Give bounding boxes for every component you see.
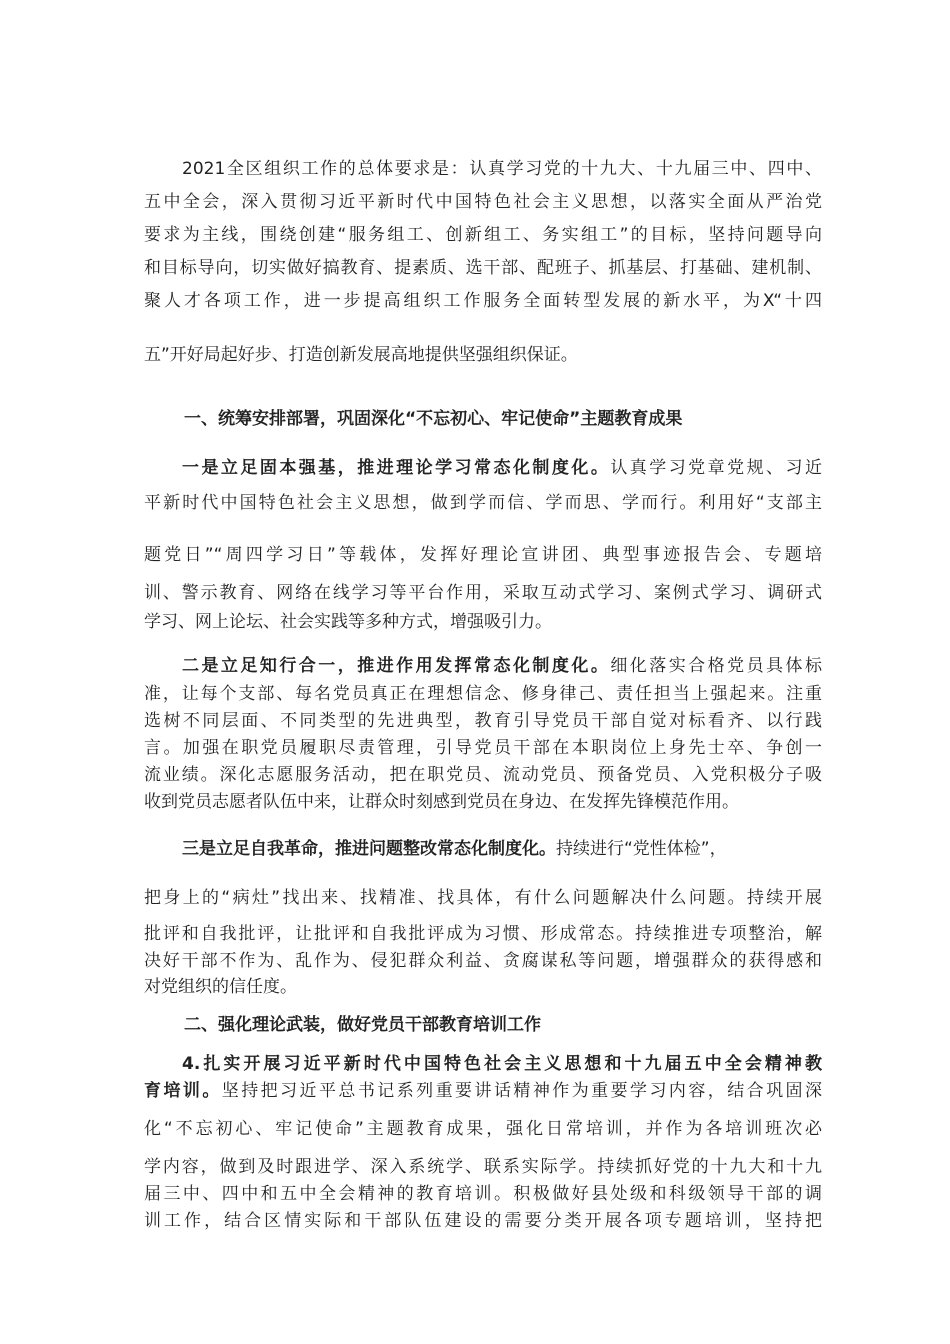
paragraph-5-line-4: 届三中、四中和五中全会精神的教育培训。积极做好县处级和科级领导干部的调	[144, 1184, 822, 1204]
paragraph-1-line-3: 要求为主线，围绕创建“服务组工、创新组工、务实组工”的目标，坚持问题导向	[144, 225, 822, 245]
paragraph-1-line-1: 2021全区组织工作的总体要求是：认真学习党的十九大、十九届三中、四中、	[182, 159, 822, 179]
paragraph-2-line-2: 平新时代中国特色社会主义思想，做到学而信、学而思、学而行。利用好“支部主	[144, 493, 822, 513]
paragraph-3-lead: 二是立足知行合一，推进作用发挥常态化制度化。	[182, 656, 611, 676]
paragraph-3-line-4: 言。加强在职党员履职尽责管理，引导党员干部在本职岗位上身先士卒、争创一	[144, 738, 822, 758]
paragraph-1-line-5: 聚人才各项工作，进一步提高组织工作服务全面转型发展的新水平，为X“十四	[144, 291, 822, 311]
paragraph-4-line-4: 决好干部不作为、乱作为、侵犯群众利益、贪腐谋私等问题，增强群众的获得感和	[144, 951, 822, 971]
paragraph-1-line-2: 五中全会，深入贯彻习近平新时代中国特色社会主义思想，以落实全面从严治党	[144, 192, 822, 212]
paragraph-3-line-2: 准，让每个支部、每名党员真正在理想信念、修身律己、责任担当上强起来。注重	[144, 684, 822, 704]
paragraph-2-line-3: 题党日”“周四学习日”等载体，发挥好理论宣讲团、典型事迹报告会、专题培	[144, 545, 822, 565]
paragraph-4-lead: 三是立足自我革命，推进问题整改常态化制度化。	[182, 839, 556, 859]
paragraph-4-line-5: 对党组织的信任度。	[144, 977, 297, 997]
paragraph-5-line-1	[144, 1080, 822, 1102]
paragraph-4-line-3: 批评和自我批评，让批评和自我批评成为习惯、形成常态。持续推进专项整治，解	[144, 924, 822, 944]
paragraph-3-line-5: 流业绩。深化志愿服务活动，把在职党员、流动党员、预备党员、入党积极分子吸	[144, 765, 822, 785]
paragraph-2-line-4: 训、警示教育、网络在线学习等平台作用，采取互动式学习、案例式学习、调研式	[144, 583, 822, 603]
paragraph-4-line-1	[182, 838, 822, 860]
paragraph-5-line-5: 训工作，结合区情实际和干部队伍建设的需要分类开展各项专题培训，坚持把	[144, 1211, 822, 1231]
paragraph-2-lead: 一是立足固本强基，推进理论学习常态化制度化。	[182, 458, 611, 478]
paragraph-5-lead-2: 育培训。	[144, 1081, 222, 1101]
paragraph-2-line-5: 学习、网上论坛、社会实践等多种方式，增强吸引力。	[144, 612, 552, 632]
paragraph-5-line-2: 化“不忘初心、牢记使命”主题教育成果，强化日常培训，并作为各培训班次必	[144, 1119, 822, 1139]
paragraph-1-line-6: 五”开好局起好步、打造创新发展高地提供坚强组织保证。	[144, 345, 578, 365]
paragraph-5-line-3: 学内容，做到及时跟进学、深入系统学、联系实际学。持续抓好党的十九大和十九	[144, 1157, 822, 1177]
paragraph-3-line-6: 收到党员志愿者队伍中来，让群众时刻感到党员在身边、在发挥先锋模范作用。	[144, 792, 739, 812]
paragraph-1-line-4: 和目标导向，切实做好搞教育、提素质、选干部、配班子、抓基层、打基础、建机制、	[144, 258, 822, 278]
paragraph-4-line-2: 把身上的“病灶”找出来、找精准、找具体，有什么问题解决什么问题。持续开展	[144, 888, 822, 908]
paragraph-2-line-1-text: 认真学习党章党规、习近	[610, 458, 822, 478]
paragraph-2-line-1	[182, 457, 822, 479]
paragraph-5-line-1-text: 坚持把习近平总书记系列重要讲话精神作为重要学习内容，结合巩固深	[221, 1081, 822, 1101]
paragraph-3-line-1-text: 细化落实合格党员具体标	[610, 656, 822, 676]
section-heading-2: 二、强化理论武装，做好党员干部教育培训工作	[184, 1015, 541, 1035]
paragraph-5-lead-line-1: 4.扎实开展习近平新时代中国特色社会主义思想和十九届五中全会精神教	[182, 1054, 822, 1074]
paragraph-3-line-1	[182, 655, 822, 677]
section-heading-1: 一、统筹安排部署，巩固深化“不忘初心、牢记使命”主题教育成果	[184, 409, 683, 429]
paragraph-3-line-3: 选树不同层面、不同类型的先进典型，教育引导党员干部自觉对标看齐、以行践	[144, 711, 822, 731]
paragraph-4-line-1-text: 持续进行“党性体检”，	[556, 839, 727, 859]
